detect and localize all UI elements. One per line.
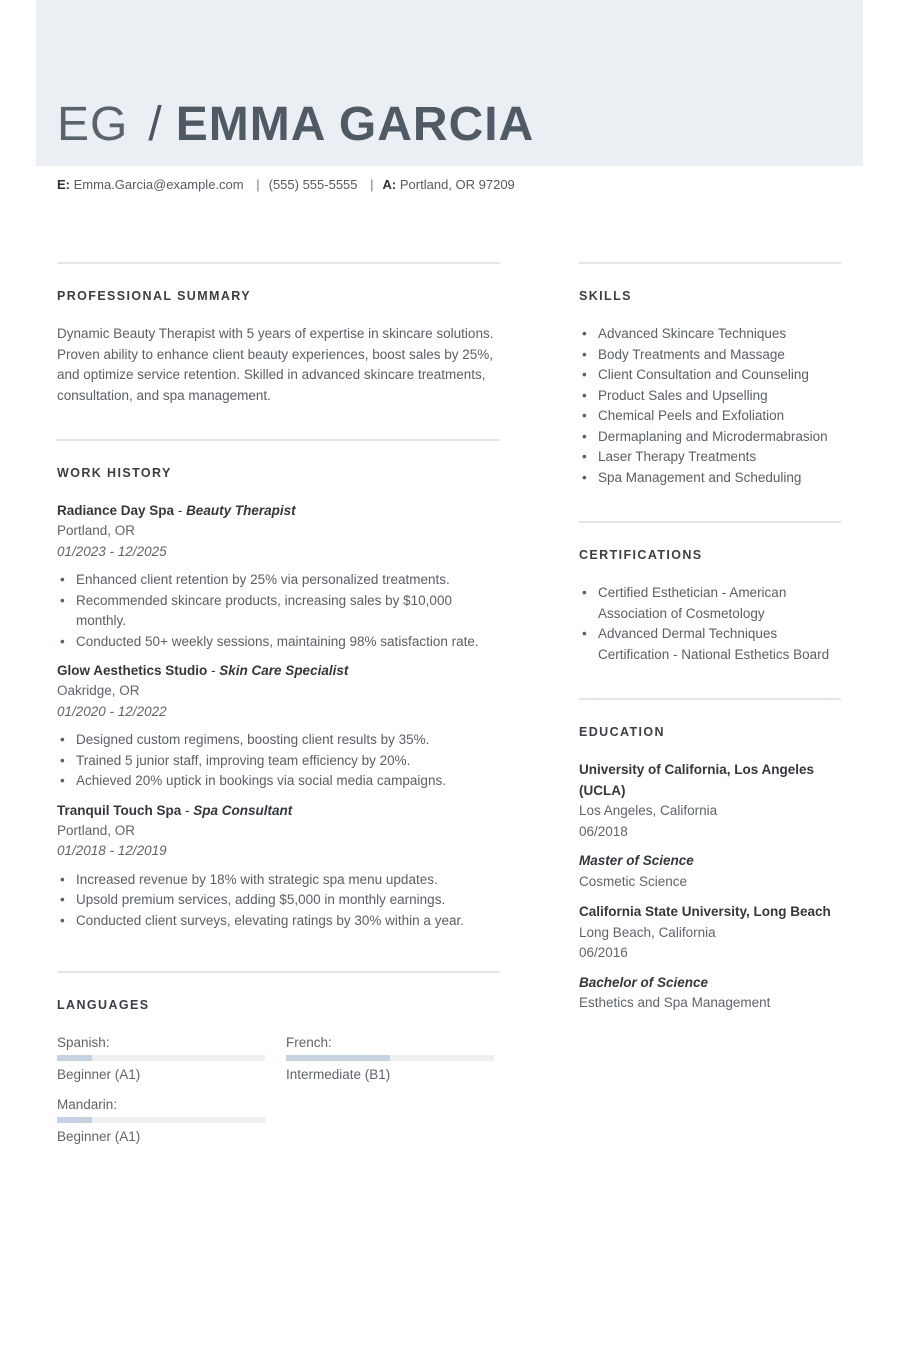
job-bullet: • Enhanced client retention by 25% via personalized treatments. — [57, 570, 500, 591]
job-location: Portland, OR — [57, 523, 136, 538]
language-proficiency-fill — [57, 1055, 92, 1061]
job-heading — [57, 801, 500, 821]
job-bullet: • Upsold premium services, adding $5,000 in monthly earnings. — [57, 890, 500, 911]
skill-item: • Spa Management and Scheduling — [579, 468, 841, 489]
language-level: Intermediate (B1) — [286, 1067, 391, 1082]
job-bullet: • Achieved 20% uptick in bookings via social media campaigns. — [57, 771, 500, 792]
language-item — [57, 1095, 265, 1147]
certifications-list — [579, 583, 841, 665]
education-field: Esthetics and Spa Management — [579, 995, 771, 1010]
education-title: EDUCATION — [579, 725, 665, 739]
language-proficiency-fill — [286, 1055, 390, 1061]
job-bullet: • Recommended skincare products, increasing sales by $10,000 monthly. — [57, 591, 500, 632]
section-divider — [579, 698, 841, 700]
skills-list — [579, 324, 841, 488]
job-bullet: • Designed custom regimens, boosting client results by 35%. — [57, 730, 500, 751]
work-history-title: WORK HISTORY — [57, 466, 172, 480]
initials: EG — [57, 98, 129, 151]
section-divider — [57, 262, 500, 264]
job-bullet: • Increased revenue by 18% with strategic spa menu updates. — [57, 870, 500, 891]
section-divider — [57, 971, 500, 973]
address-value: Portland, OR 97209 — [399, 177, 515, 192]
job-dates: 01/2018 - 12/2019 — [57, 843, 167, 858]
job-heading — [57, 501, 500, 521]
left-column — [57, 262, 500, 1147]
education-list — [579, 760, 841, 1014]
job-location: Oakridge, OR — [57, 683, 140, 698]
summary-title: PROFESSIONAL SUMMARY — [57, 289, 251, 303]
name-divider: / — [148, 98, 162, 151]
contact-separator: | — [256, 177, 260, 192]
job-dates: 01/2020 - 12/2022 — [57, 703, 167, 719]
education-school: University of California, Los Angeles (UCLA) — [579, 762, 815, 798]
languages-list — [57, 1033, 500, 1147]
work-history-list — [57, 501, 500, 931]
job-dates: 01/2023 - 12/2025 — [57, 543, 167, 559]
job-company: Glow Aesthetics Studio — [57, 663, 208, 678]
skill-item: • Advanced Skincare Techniques — [579, 324, 841, 345]
section-divider — [579, 262, 841, 264]
job-role: Spa Consultant — [193, 802, 293, 818]
full-name: EMMA GARCIA — [175, 98, 535, 151]
job-bullet: • Trained 5 junior staff, improving team efficiency by 20%. — [57, 751, 500, 772]
language-proficiency-bar — [57, 1117, 265, 1123]
skill-item: • Dermaplaning and Microdermabrasion — [579, 427, 841, 448]
education-date: 06/2018 — [579, 823, 628, 839]
language-level: Beginner (A1) — [57, 1129, 141, 1144]
contact-separator: | — [370, 177, 374, 192]
language-name: Spanish: — [57, 1035, 110, 1050]
language-proficiency-bar — [57, 1055, 265, 1061]
skills-title: SKILLS — [579, 289, 632, 303]
job-bullets — [57, 730, 500, 792]
job-location: Portland, OR — [57, 822, 136, 838]
certification-item: • Certified Esthetician - American Association of Cosmetology — [579, 583, 841, 624]
education-location: Los Angeles, California — [579, 803, 718, 818]
education-entry — [579, 902, 841, 1014]
job-dash: - — [181, 802, 194, 818]
job-entry — [57, 661, 500, 792]
language-item — [286, 1033, 494, 1085]
address-key: A: — [382, 177, 397, 192]
language-level: Beginner (A1) — [57, 1067, 141, 1082]
education-date: 06/2016 — [579, 945, 628, 960]
job-company: Tranquil Touch Spa — [57, 802, 182, 818]
summary-text: Dynamic Beauty Therapist with 5 years of expertise in skincare solutions. Proven ability to enhance client beauty experiences, boost sales by 25%, and optimize service retention. Skilled in advanced skincare treatments, consultation, and spa management. — [57, 326, 494, 403]
education-field: Cosmetic Science — [579, 873, 688, 889]
language-item — [57, 1033, 265, 1085]
job-entry — [57, 801, 500, 932]
certification-item: • Advanced Dermal Techniques Certification - National Esthetics Board — [579, 624, 841, 665]
section-divider — [57, 439, 500, 441]
education-degree: Master of Science — [579, 853, 694, 868]
education-location: Long Beach, California — [579, 924, 716, 940]
email-key: E: — [57, 177, 70, 192]
skill-item: • Product Sales and Upselling — [579, 386, 841, 407]
skill-item: • Client Consultation and Counseling — [579, 365, 841, 386]
language-name: French: — [286, 1035, 332, 1050]
job-bullets — [57, 870, 500, 932]
job-bullet: • Conducted client surveys, elevating ratings by 30% within a year. — [57, 911, 500, 932]
contact-line — [57, 176, 515, 194]
section-divider — [579, 521, 841, 523]
job-dash: - — [207, 663, 220, 678]
languages-title: LANGUAGES — [57, 998, 150, 1012]
job-bullet: • Conducted 50+ weekly sessions, maintaining 98% satisfaction rate. — [57, 632, 500, 653]
job-bullets — [57, 570, 500, 652]
name-heading — [57, 92, 534, 158]
job-entry — [57, 501, 500, 652]
job-role: Beauty Therapist — [186, 503, 296, 518]
phone-value[interactable]: (555) 555-5555 — [268, 177, 358, 192]
skill-item: • Body Treatments and Massage — [579, 345, 841, 366]
job-company: Radiance Day Spa — [57, 503, 175, 518]
job-role: Skin Care Specialist — [219, 663, 349, 678]
education-degree: Bachelor of Science — [579, 974, 709, 990]
skill-item: • Laser Therapy Treatments — [579, 447, 841, 468]
education-school: California State University, Long Beach — [579, 904, 831, 919]
education-entry — [579, 760, 841, 892]
right-column — [579, 262, 841, 1024]
skill-item: • Chemical Peels and Exfoliation — [579, 406, 841, 427]
email-value[interactable]: Emma.Garcia@example.com — [73, 177, 244, 192]
job-dash: - — [174, 503, 187, 518]
language-name: Mandarin: — [57, 1097, 118, 1112]
job-heading — [57, 661, 500, 681]
certifications-title: CERTIFICATIONS — [579, 548, 703, 562]
language-proficiency-fill — [57, 1117, 92, 1123]
language-proficiency-bar — [286, 1055, 494, 1061]
